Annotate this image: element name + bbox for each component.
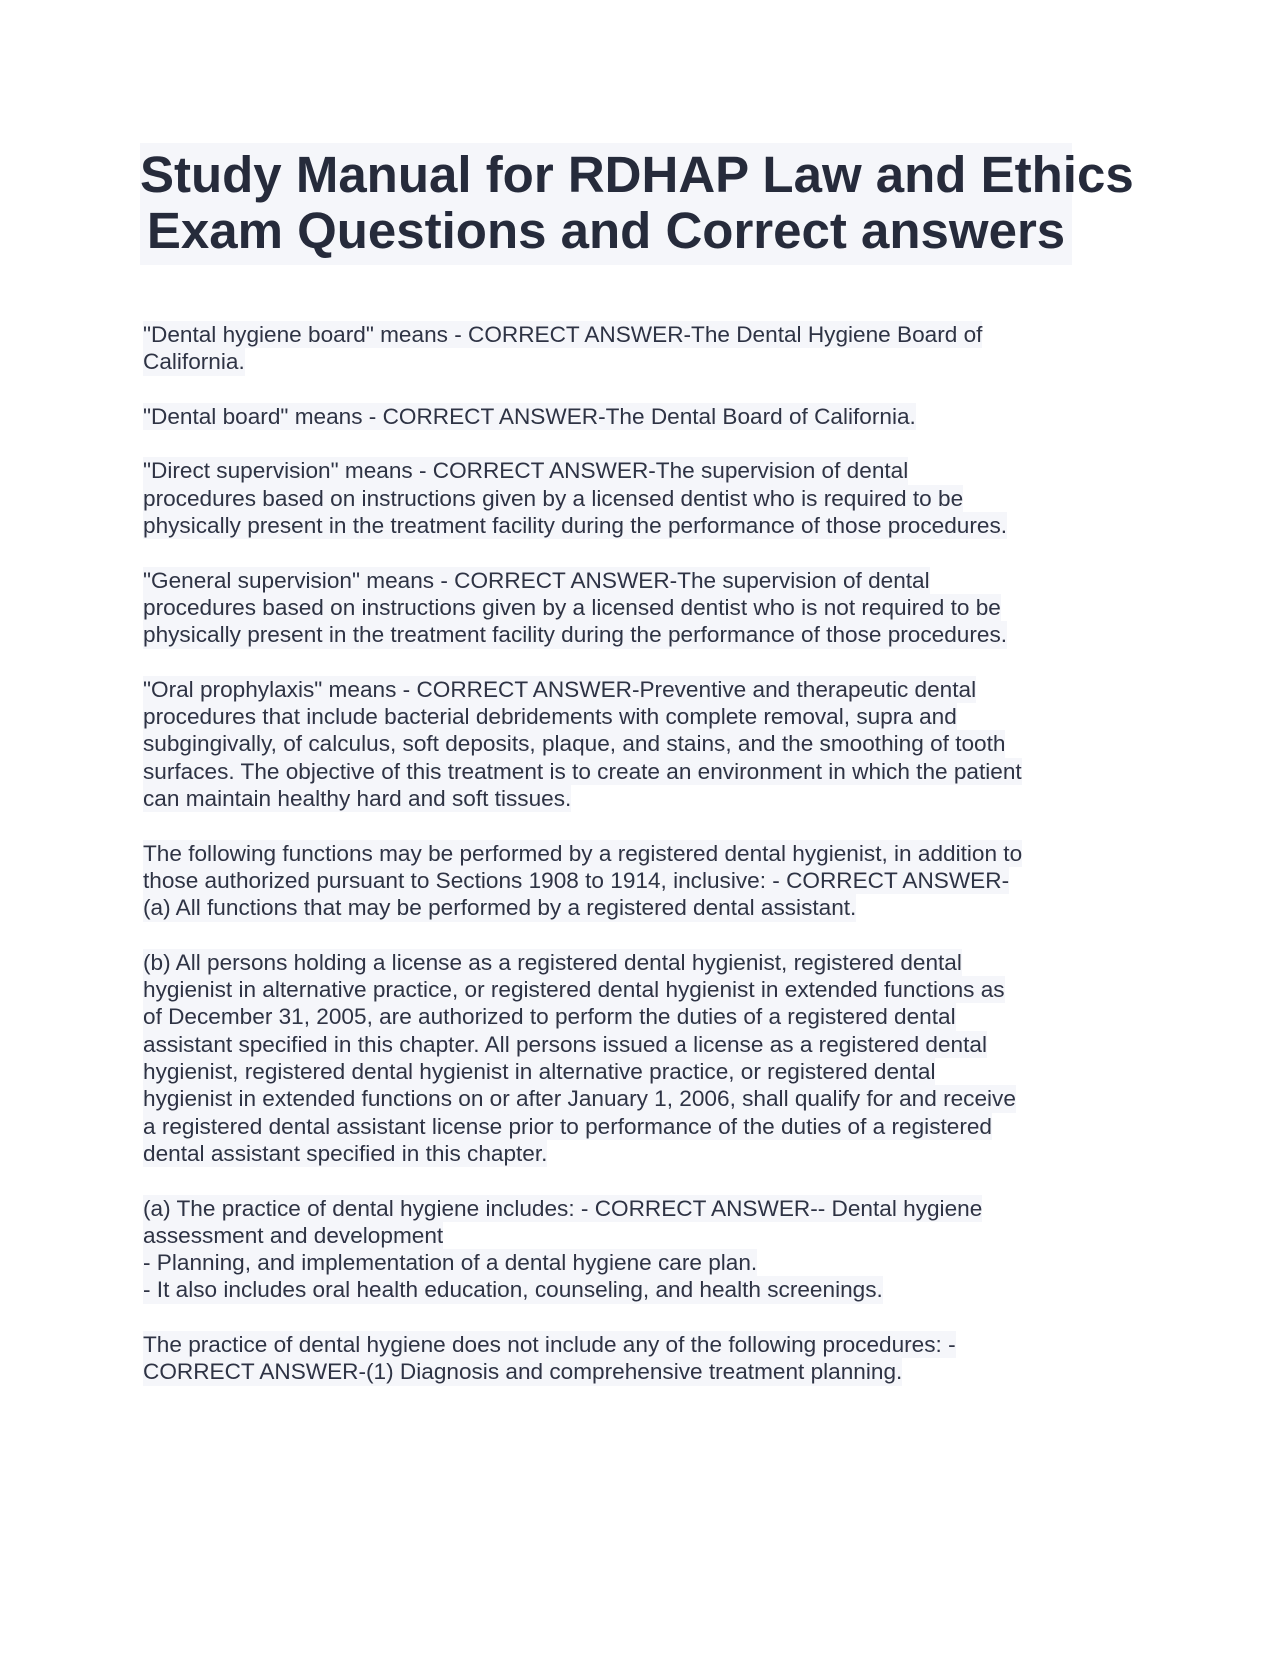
text-line: "Direct supervision" means - CORRECT ANSWER-The supervision of dental [143, 458, 909, 484]
text-line: "General supervision" means - CORRECT ANSWER-The supervision of dental [143, 567, 930, 593]
title-line-2: Exam Questions and Correct answers [146, 202, 1066, 259]
text-line: (b) All persons holding a license as a registered dental hygienist, registered dental [143, 949, 962, 975]
text-line: hygienist, registered dental hygienist in alternative practice, or registered dental [143, 1059, 936, 1085]
text-line: hygienist in alternative practice, or registered dental hygienist in extended functions as [143, 977, 1005, 1003]
qa-paragraph [143, 1331, 1183, 1386]
text-line: CORRECT ANSWER-(1) Diagnosis and comprehensive treatment planning. [143, 1359, 903, 1385]
text-line: surfaces. The objective of this treatment is to create an environment in which the patient [143, 758, 1022, 784]
title-line-1: Study Manual for RDHAP Law and Ethics [140, 146, 1134, 203]
text-line: procedures based on instructions given by a licensed dentist who is not required to be [143, 594, 1001, 620]
qa-paragraph [143, 949, 1183, 1167]
text-line: subgingivally, of calculus, soft deposits, plaque, and stains, and the smoothing of tooth [143, 731, 1006, 757]
text-line: physically present in the treatment facility during the performance of those procedures. [143, 513, 1008, 539]
text-line: those authorized pursuant to Sections 1908 to 1914, inclusive: - CORRECT ANSWER- [143, 867, 1010, 893]
qa-paragraph [143, 676, 1183, 812]
qa-paragraph [143, 457, 1183, 539]
document-title [140, 143, 1134, 265]
text-line: physically present in the treatment facility during the performance of those procedures. [143, 622, 1008, 648]
text-line: (a) All functions that may be performed by a registered dental assistant. [143, 895, 857, 921]
qa-paragraph [143, 1195, 1183, 1304]
text-line: of December 31, 2005, are authorized to perform the duties of a registered dental [143, 1004, 956, 1030]
text-line: "Oral prophylaxis" means - CORRECT ANSWER-Preventive and therapeutic dental [143, 676, 977, 702]
qa-paragraph [143, 840, 1183, 922]
text-line: procedures that include bacterial debridements with complete removal, supra and [143, 704, 957, 730]
text-line: hygienist in extended functions on or after January 1, 2006, shall qualify for and receive [143, 1086, 1016, 1112]
qa-paragraph [143, 567, 1183, 649]
text-line: The practice of dental hygiene does not include any of the following procedures: - [143, 1331, 956, 1357]
document-body [143, 321, 1183, 1386]
text-line: can maintain healthy hard and soft tissues. [143, 786, 572, 812]
text-line: "Dental board" means - CORRECT ANSWER-The Dental Board of California. [143, 403, 916, 429]
text-line: a registered dental assistant license prior to performance of the duties of a registered [143, 1113, 992, 1139]
text-line: - It also includes oral health education, counseling, and health screenings. [143, 1277, 883, 1303]
text-line: - Planning, and implementation of a dental hygiene care plan. [143, 1250, 758, 1276]
text-line: (a) The practice of dental hygiene includes: - CORRECT ANSWER-- Dental hygiene [143, 1195, 983, 1221]
qa-paragraph [143, 321, 1183, 376]
text-line: procedures based on instructions given by a licensed dentist who is required to be [143, 485, 964, 511]
text-line: assistant specified in this chapter. All persons issued a license as a registered dental [143, 1031, 987, 1057]
text-line: assessment and development [143, 1222, 444, 1248]
qa-paragraph [143, 403, 1183, 430]
text-line: "Dental hygiene board" means - CORRECT ANSWER-The Dental Hygiene Board of [143, 322, 983, 347]
text-line: California. [143, 349, 245, 375]
text-line: dental assistant specified in this chapter. [143, 1140, 548, 1166]
text-line: The following functions may be performed by a registered dental hygienist, in addition to [143, 840, 1023, 866]
